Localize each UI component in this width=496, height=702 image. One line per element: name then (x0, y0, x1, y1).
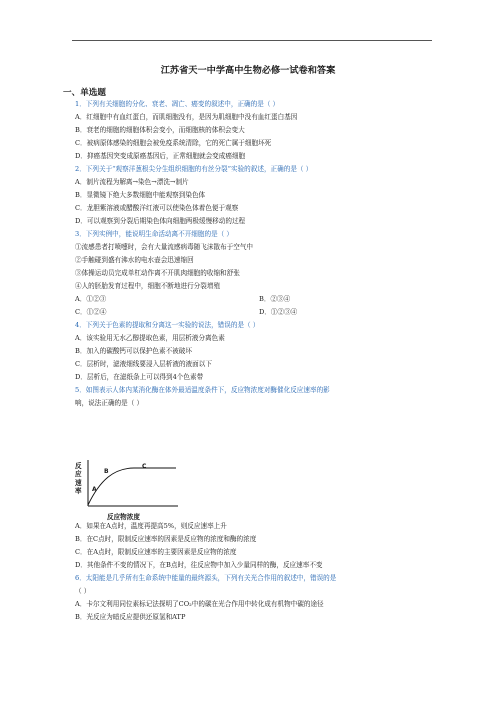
graph-point-a-label: A (92, 486, 97, 493)
question-3-stem: 3．下列实例中，能说明生命活动离不开细胞的是（ ） (75, 230, 233, 238)
question-2-option-d: D．可以观察到分裂后期染色体向细胞两极缓慢移动的过程 (75, 217, 246, 225)
question-5-option-b: B．在C点时，限制反应速率的因素是反应物的浓度和酶的浓度 (75, 535, 257, 543)
graph-point-c-label: C (142, 463, 147, 470)
question-1-option-d: D．抑癌基因突变成原癌基因后，正常细胞就会变成癌细胞 (75, 152, 246, 160)
question-5-option-c: C．在A点时，限制反应速率的主要因素是反应物的浓度 (75, 548, 237, 556)
question-3-statement-4: ④人的胚胎发育过程中，细胞不断地进行分裂增殖 (75, 282, 221, 290)
question-2-option-b: B．显微镜下绝大多数细胞中能观察到染色体 (75, 191, 206, 199)
question-2-option-c: C．龙胆紫溶液或醋酸洋红液可以使染色体着色便于观察 (75, 204, 239, 212)
question-3-statement-1: ①流感患者打喷嚏时，会有大量流感病毒随飞沫散布于空气中 (75, 243, 254, 251)
question-5-stem-line-2: 响，说法正确的是（ ） (75, 399, 144, 407)
question-4-option-b: B．加入的碳酸钙可以保护色素不被破坏 (75, 347, 192, 355)
graph-y-label: 反应速率 (75, 462, 82, 496)
question-3-statement-3: ③体操运动员完成单杠动作离不开肌肉细胞的收缩和舒张 (75, 269, 240, 277)
question-1-stem: 1．下列有关细胞的分化、衰老、凋亡、癌变的叙述中，正确的是（ ） (75, 100, 280, 108)
graph-point-b-label: B (104, 468, 109, 475)
question-4-option-a: A．该实验用无水乙醇提取色素，用层析液分离色素 (75, 334, 225, 342)
question-2-option-a: A．制片流程为解离→染色→漂洗→制片 (75, 178, 189, 186)
question-1-option-b: B．衰老的细胞的细胞体积会变小，而细胞核的体积会变大 (75, 126, 245, 134)
question-4-option-d: D．层析后，在滤纸条上可以得到4个色素带 (75, 373, 204, 381)
header-rule (72, 40, 432, 41)
question-6-option-b: B．光反应为暗反应提供还原氢和ATP (75, 613, 186, 621)
question-4-stem: 4．下列关于色素的提取和分离这一实验的说法，错误的是（ ） (75, 321, 260, 329)
rate-curve (88, 468, 176, 505)
question-2-stem: 2．下列关于“观察洋葱根尖分生组织细胞的有丝分裂”实验的叙述，正确的是（ ） (75, 165, 313, 173)
question-3-option-a: A．①②③ (75, 295, 107, 303)
question-3-option-b: B．②③④ (259, 295, 291, 303)
question-5-stem-line-1: 5．如图表示人体内某消化酶在体外最适温度条件下，反应物浓度对酶催化反应速率的影 (75, 386, 330, 394)
section-heading: 一、单选题 (63, 88, 106, 98)
document-title: 江苏省天一中学高中生物必修一试卷和答案 (160, 65, 336, 76)
question-5-option-a: A．如果在A点时，温度再提高5%，则反应速率上升 (75, 522, 227, 530)
question-1-option-a: A．红细胞中有血红蛋白，而肌细胞没有，是因为肌细胞中没有血红蛋白基因 (75, 113, 298, 121)
question-4-option-c: C．层析时，滤液细线要浸入层析液的液面以下 (75, 360, 212, 368)
question-6-stem-line-1: 6．太阳能是几乎所有生命系统中能量的最终源头，下列有关光合作用的叙述中，错误的是 (75, 574, 337, 582)
question-1-option-c: C．被病原体感染的细胞会被免疫系统清除，它的死亡属于细胞坏死 (75, 139, 272, 147)
question-3-statement-2: ②手触碰到盛有沸水的电水壶会迅速缩回 (75, 256, 194, 264)
question-6-stem-line-2: （ ） (75, 587, 91, 595)
question-5-option-d: D．其他条件不变的情况下，在B点时，往反应物中加入少量同样的酶，反应速率不变 (75, 561, 323, 569)
graph-x-label: 反应物浓度 (107, 513, 140, 521)
question-3-option-c: C．①②④ (75, 308, 107, 316)
question-6-option-a: A．卡尔文利用同位素标记法探明了CO₂中的碳在光合作用中转化成有机物中碳的途径 (75, 600, 324, 608)
question-3-option-d: D．①②③④ (259, 308, 298, 316)
